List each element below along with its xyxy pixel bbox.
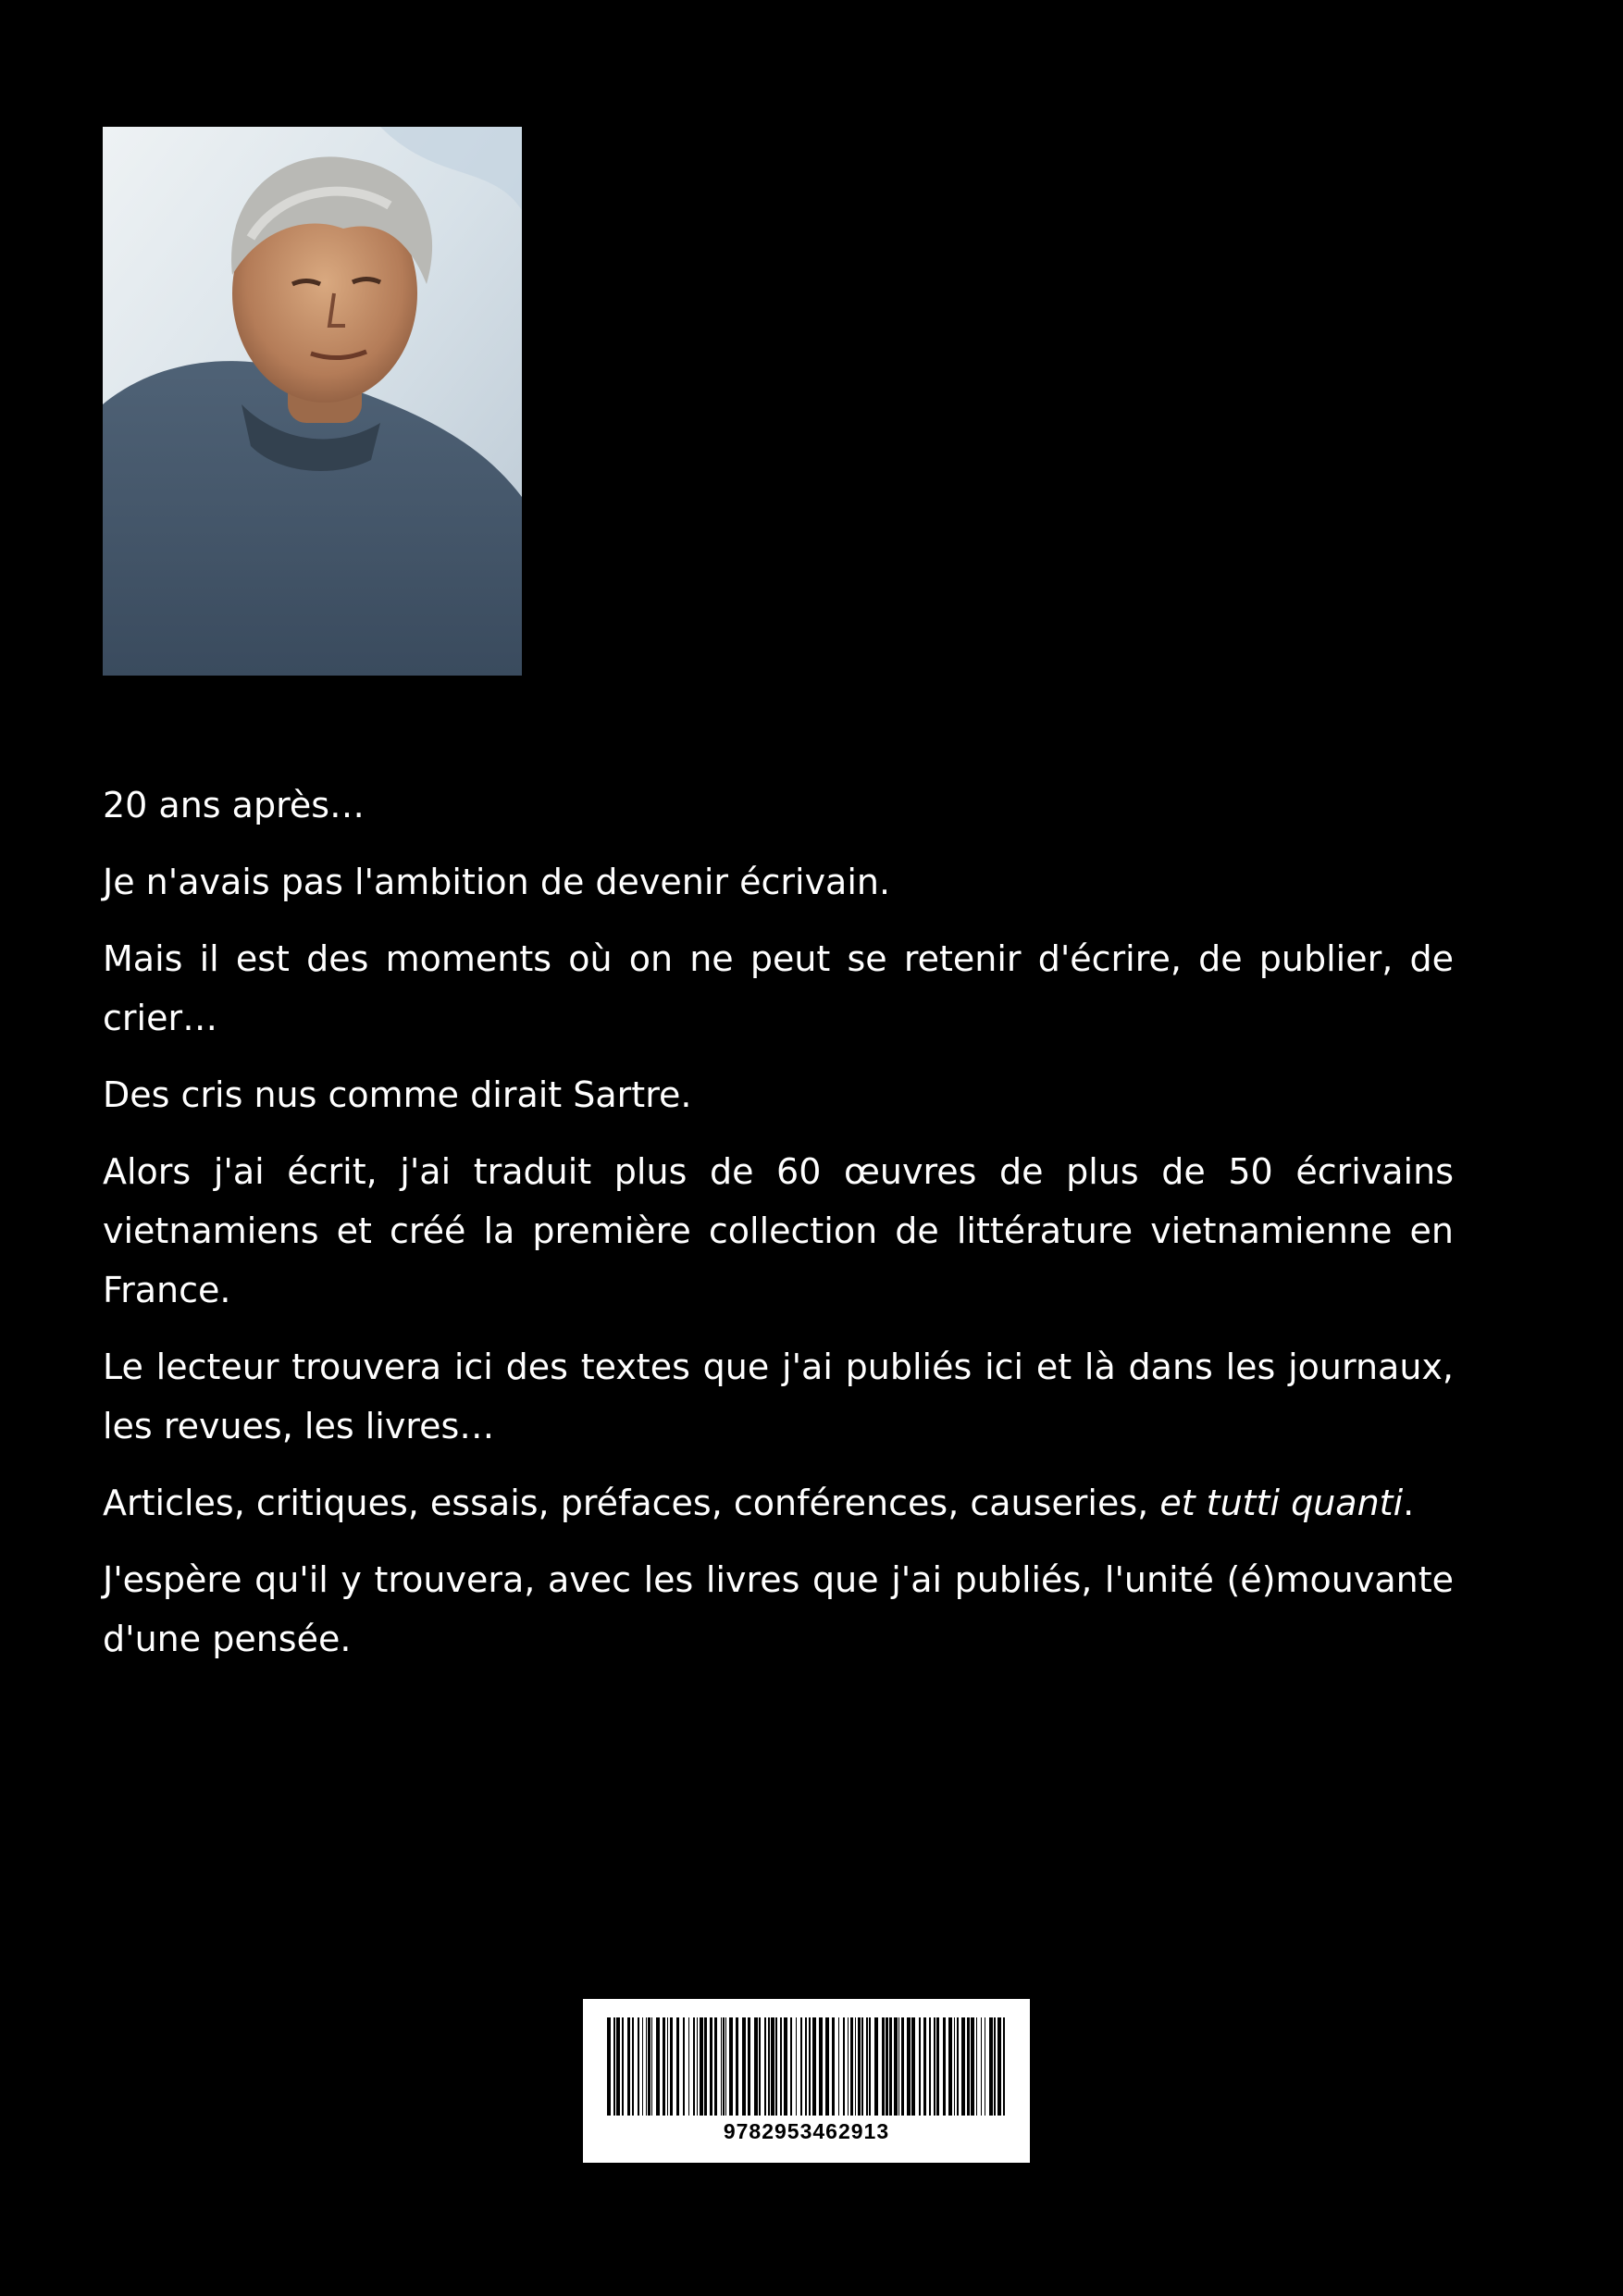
- paragraph: 20 ans après…: [103, 785, 365, 825]
- paragraph: J'espère qu'il y trouvera, avec les livres que j'ai publiés, l'unité (é)mouvante d'une pensée.: [103, 1559, 1454, 1659]
- isbn-number: 9782953462913: [723, 2119, 890, 2143]
- author-photo: [103, 127, 522, 676]
- barcode-bars: [607, 2017, 1006, 2116]
- paragraph: Alors j'ai écrit, j'ai traduit plus de 60 œuvres de plus de 50 écrivains vietnamiens et créé la première collection de littérature vietnamienne en France.: [103, 1151, 1454, 1310]
- italic-phrase: et tutti quanti: [1159, 1483, 1404, 1523]
- paragraph: Le lecteur trouvera ici des textes que j'ai publiés ici et là dans les journaux, les revues, les livres…: [103, 1347, 1454, 1446]
- paragraph-text: Articles, critiques, essais, préfaces, conférences, causeries,: [103, 1483, 1160, 1523]
- back-cover-text: [103, 776, 1454, 1686]
- paragraph-text: .: [1403, 1483, 1415, 1523]
- paragraph: Des cris nus comme dirait Sartre.: [103, 1074, 692, 1115]
- paragraph: Mais il est des moments où on ne peut se retenir d'écrire, de publier, de crier…: [103, 938, 1454, 1038]
- isbn-barcode: [583, 1999, 1030, 2163]
- paragraph: Je n'avais pas l'ambition de devenir écrivain.: [103, 862, 891, 902]
- paragraph: [103, 1473, 1454, 1533]
